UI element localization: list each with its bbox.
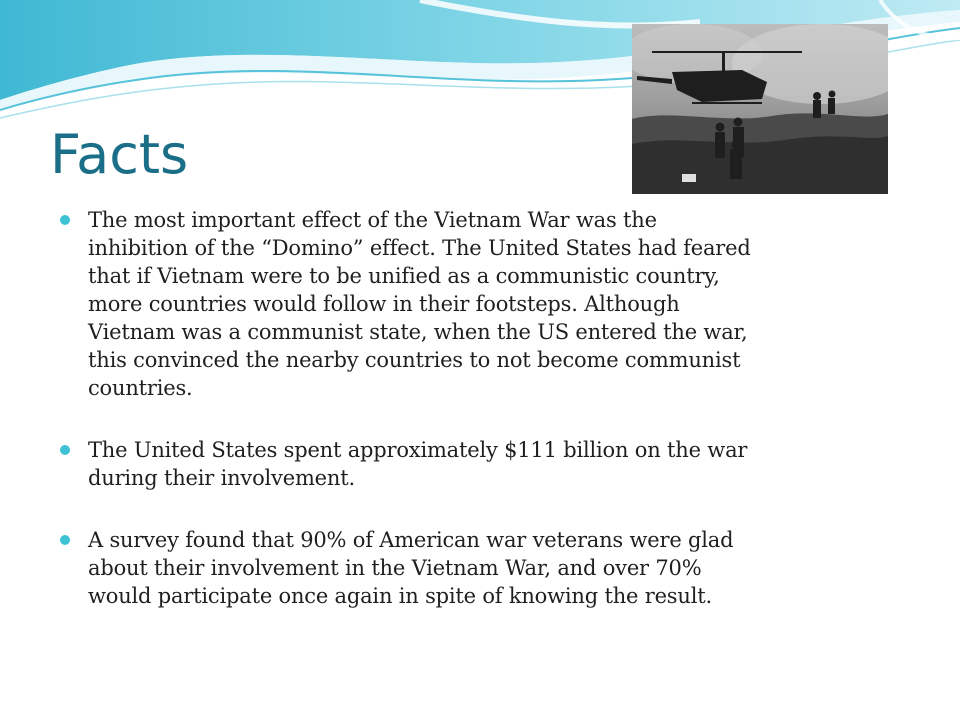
bullet-dot-icon: [60, 535, 70, 545]
bullet-item-war-cost: [60, 436, 900, 492]
bullet-line: inhibition of the “Domino” effect. The United States had feared: [88, 236, 751, 260]
slide-title: Facts: [50, 123, 189, 186]
bullet-text: [88, 526, 900, 610]
bullet-line: The most important effect of the Vietnam War was the: [88, 208, 657, 232]
bullet-text: [88, 436, 900, 492]
bullet-line: Vietnam was a communist state, when the US entered the war,: [88, 320, 748, 344]
bullet-line: this convinced the nearby countries to not become communist: [88, 348, 741, 372]
bullet-line: that if Vietnam were to be unified as a communistic country,: [88, 264, 720, 288]
bullet-line: A survey found that 90% of American war veterans were glad: [88, 528, 734, 552]
bullet-line: The United States spent approximately $111 billion on the war: [88, 438, 748, 462]
bullet-line: more countries would follow in their footsteps. Although: [88, 292, 680, 316]
bullet-dot-icon: [60, 445, 70, 455]
vietnam-war-photo: [632, 24, 888, 194]
bullet-line: countries.: [88, 376, 193, 400]
bullet-list: [60, 206, 900, 644]
bullet-line: would participate once again in spite of knowing the result.: [88, 584, 712, 608]
bullet-line: about their involvement in the Vietnam War, and over 70%: [88, 556, 702, 580]
bullet-text: [88, 206, 900, 402]
bullet-line: during their involvement.: [88, 466, 355, 490]
bullet-dot-icon: [60, 215, 70, 225]
bullet-item-domino-effect: [60, 206, 900, 402]
bullet-item-veteran-survey: [60, 526, 900, 610]
